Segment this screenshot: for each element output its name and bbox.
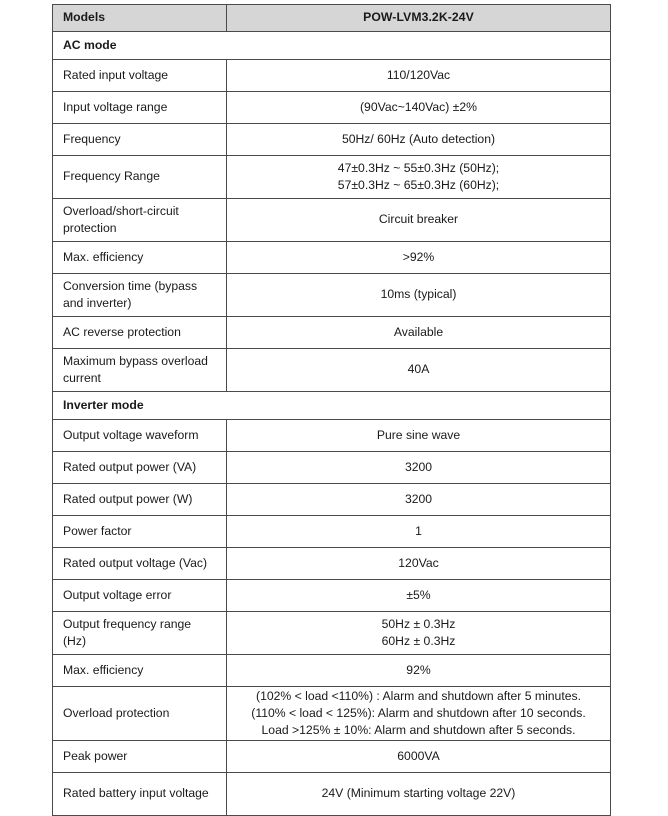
spec-label: Rated input voltage bbox=[53, 60, 227, 92]
table-row bbox=[53, 92, 611, 124]
spec-value: >92% bbox=[227, 242, 611, 274]
spec-label: Power factor bbox=[53, 516, 227, 548]
spec-label: Max. efficiency bbox=[53, 655, 227, 687]
spec-label: Peak power bbox=[53, 741, 227, 773]
spec-label: Rated output power (W) bbox=[53, 484, 227, 516]
spec-value: 47±0.3Hz ~ 55±0.3Hz (50Hz); 57±0.3Hz ~ 65±0.3Hz (60Hz); bbox=[227, 156, 611, 199]
table-body bbox=[53, 5, 611, 816]
spec-value: Circuit breaker bbox=[227, 199, 611, 242]
column-header-models: Models bbox=[53, 5, 227, 32]
spec-label: Maximum bypass overload current bbox=[53, 349, 227, 392]
table-row bbox=[53, 156, 611, 199]
spec-label: AC reverse protection bbox=[53, 317, 227, 349]
specifications-table bbox=[52, 4, 611, 816]
spec-label: Conversion time (bypass and inverter) bbox=[53, 274, 227, 317]
spec-label: Rated battery input voltage bbox=[53, 773, 227, 816]
section-header-row bbox=[53, 32, 611, 60]
table-row bbox=[53, 687, 611, 741]
spec-value: 10ms (typical) bbox=[227, 274, 611, 317]
spec-value: 1 bbox=[227, 516, 611, 548]
spec-label: Output voltage error bbox=[53, 580, 227, 612]
table-row bbox=[53, 60, 611, 92]
spec-value: 92% bbox=[227, 655, 611, 687]
spec-value: (102% < load <110%) : Alarm and shutdown after 5 minutes. (110% < load < 125%): Alarm and shutdown after 10 seconds. Load >125% ± 10%: Alarm and shutdown after 5 seconds. bbox=[227, 687, 611, 741]
column-header-model-name: POW-LVM3.2K-24V bbox=[227, 5, 611, 32]
table-row bbox=[53, 274, 611, 317]
table-row bbox=[53, 741, 611, 773]
spec-value: Available bbox=[227, 317, 611, 349]
table-header-row bbox=[53, 5, 611, 32]
spec-label: Overload protection bbox=[53, 687, 227, 741]
spec-label: Output frequency range (Hz) bbox=[53, 612, 227, 655]
spec-label: Frequency Range bbox=[53, 156, 227, 199]
table-row bbox=[53, 349, 611, 392]
spec-label: Rated output power (VA) bbox=[53, 452, 227, 484]
table-row bbox=[53, 452, 611, 484]
spec-label: Max. efficiency bbox=[53, 242, 227, 274]
table-row bbox=[53, 484, 611, 516]
spec-value: 40A bbox=[227, 349, 611, 392]
spec-label: Rated output voltage (Vac) bbox=[53, 548, 227, 580]
table-row bbox=[53, 773, 611, 816]
spec-value: 24V (Minimum starting voltage 22V) bbox=[227, 773, 611, 816]
spec-value: 3200 bbox=[227, 452, 611, 484]
spec-value: 6000VA bbox=[227, 741, 611, 773]
spec-value: 120Vac bbox=[227, 548, 611, 580]
table-row bbox=[53, 317, 611, 349]
table-row bbox=[53, 242, 611, 274]
spec-label: Overload/short-circuit protection bbox=[53, 199, 227, 242]
spec-value: 3200 bbox=[227, 484, 611, 516]
table-row bbox=[53, 516, 611, 548]
spec-value: Pure sine wave bbox=[227, 420, 611, 452]
spec-value: 50Hz ± 0.3Hz 60Hz ± 0.3Hz bbox=[227, 612, 611, 655]
table-row bbox=[53, 612, 611, 655]
spec-label: Output voltage waveform bbox=[53, 420, 227, 452]
table-row bbox=[53, 548, 611, 580]
section-title: Inverter mode bbox=[53, 392, 611, 420]
table-row bbox=[53, 124, 611, 156]
table-row bbox=[53, 655, 611, 687]
spec-label: Input voltage range bbox=[53, 92, 227, 124]
spec-label: Frequency bbox=[53, 124, 227, 156]
spec-value: 110/120Vac bbox=[227, 60, 611, 92]
spec-value: 50Hz/ 60Hz (Auto detection) bbox=[227, 124, 611, 156]
spec-value: (90Vac~140Vac) ±2% bbox=[227, 92, 611, 124]
table-row bbox=[53, 580, 611, 612]
section-header-row bbox=[53, 392, 611, 420]
spec-value: ±5% bbox=[227, 580, 611, 612]
section-title: AC mode bbox=[53, 32, 611, 60]
table-row bbox=[53, 420, 611, 452]
table-row bbox=[53, 199, 611, 242]
